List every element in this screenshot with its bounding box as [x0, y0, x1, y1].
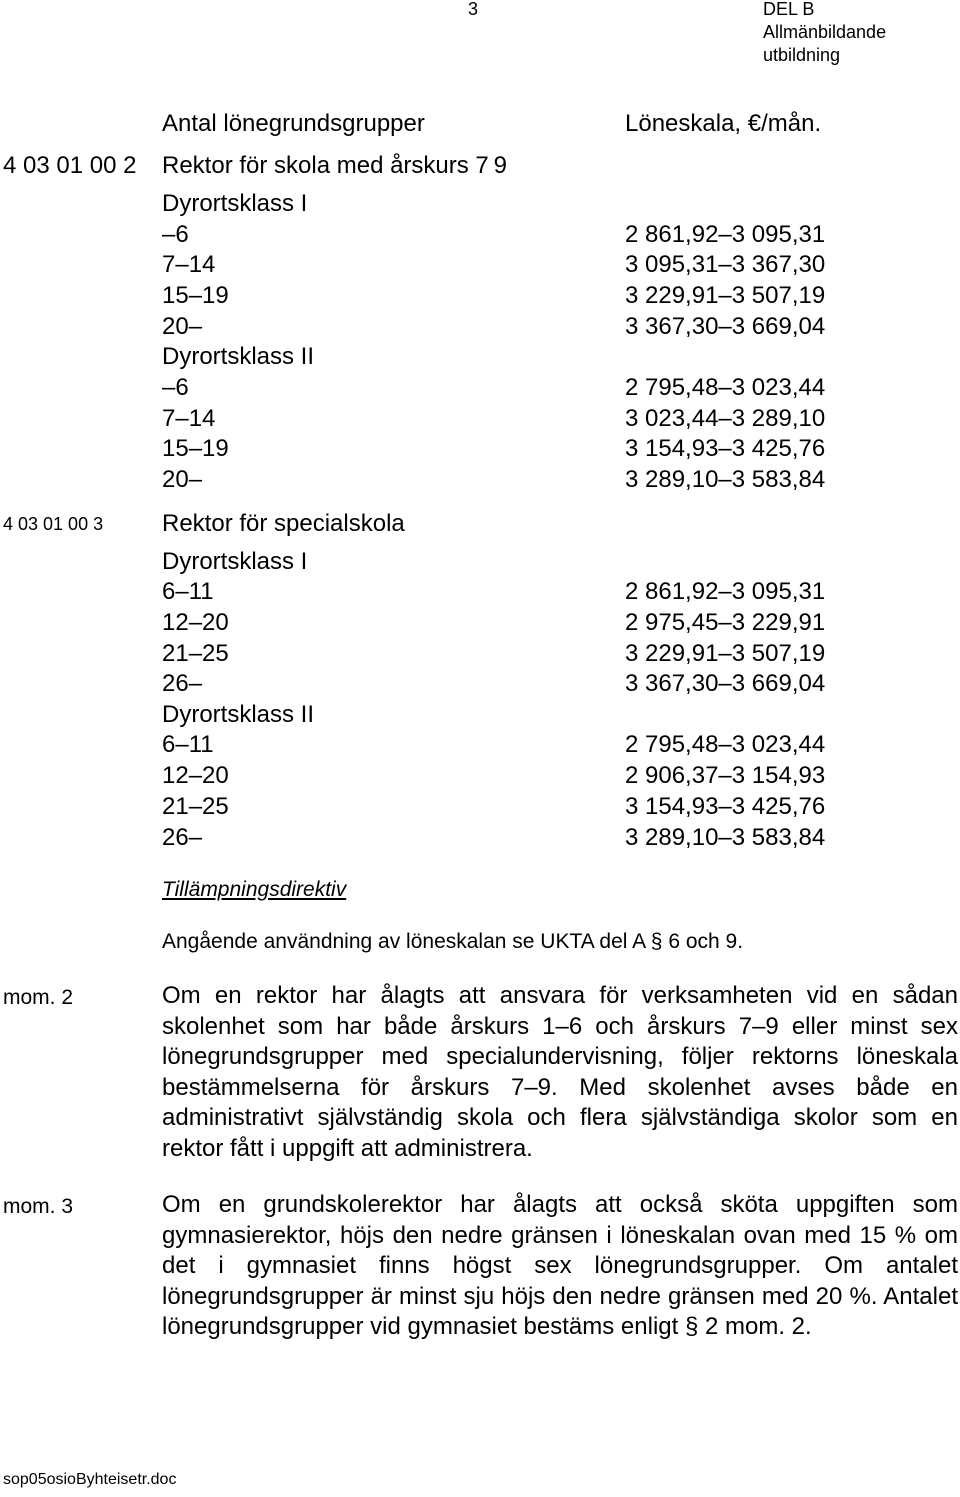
group-count: 15–19	[162, 435, 229, 462]
salary-range: 3 229,91–3 507,19	[625, 282, 826, 309]
page-number: 3	[468, 0, 479, 19]
class-label: Dyrortsklass I	[162, 548, 308, 575]
group-count: 7–14	[162, 251, 216, 278]
salary-range: 3 154,93–3 425,76	[625, 793, 826, 820]
group-count: 12–20	[162, 762, 229, 789]
column-heading-scale: Löneskala, €/mån.	[625, 110, 822, 137]
class-label: Dyrortsklass II	[162, 343, 315, 370]
section-code: 4 03 01 00 2	[3, 152, 137, 179]
group-count: 15–19	[162, 282, 229, 309]
salary-range: 2 861,92–3 095,31	[625, 578, 826, 605]
salary-range: 3 367,30–3 669,04	[625, 313, 826, 340]
section-title: Rektor för skola med årskurs 7 9	[162, 152, 507, 179]
salary-range: 3 289,10–3 583,84	[625, 466, 826, 493]
group-count: 21–25	[162, 793, 229, 820]
group-count: –6	[162, 221, 189, 248]
directive-intro: Angående användning av löneskalan se UKTA del A § 6 och 9.	[162, 930, 744, 953]
header-line3: utbildning	[763, 45, 841, 65]
group-count: 7–14	[162, 405, 216, 432]
section-title: Rektor för specialskola	[162, 510, 405, 537]
header-section: DEL B	[763, 0, 815, 19]
group-count: 6–11	[162, 731, 214, 758]
clause-label: mom. 3	[3, 1195, 74, 1218]
header-line2: Allmänbildande	[763, 22, 887, 42]
clause-text: Om en rektor har ålagts att ansvara för verksamheten vid en sådan skolenhet som har både årskurs 1–6 och årskurs 7–9 eller minst sex lönegrundsgrupper med specialundervisning, följer rektorns löneskala bestämmelserna för årskurs 7–9. Med skolenhet avses både en administrativt självständig skola och flera självständiga skolor som en rektor fått i uppgift att administrera.	[162, 982, 958, 1162]
salary-range: 2 795,48–3 023,44	[625, 374, 826, 401]
class-label: Dyrortsklass I	[162, 190, 308, 217]
section-code: 4 03 01 00 3	[3, 514, 104, 534]
group-count: 6–11	[162, 578, 214, 605]
salary-range: 2 861,92–3 095,31	[625, 221, 826, 248]
footer-filename: sop05osioByhteisetr.doc	[3, 1471, 177, 1488]
directive-heading: Tillämpningsdirektiv	[162, 878, 347, 901]
column-heading-groups: Antal lönegrundsgrupper	[162, 110, 425, 137]
salary-range: 2 795,48–3 023,44	[625, 731, 826, 758]
group-count: 12–20	[162, 609, 229, 636]
class-label: Dyrortsklass II	[162, 701, 315, 728]
group-count: 26–	[162, 670, 203, 697]
salary-range: 3 154,93–3 425,76	[625, 435, 826, 462]
salary-range: 3 023,44–3 289,10	[625, 405, 826, 432]
group-count: 20–	[162, 313, 203, 340]
salary-range: 3 229,91–3 507,19	[625, 640, 826, 667]
group-count: –6	[162, 374, 189, 401]
clause-text: Om en grundskolerektor har ålagts att också sköta uppgiften som gymnasierektor, höjs den nedre gränsen i löneskalan ovan med 15 % om det i gymnasiet finns högst sex lönegrundsgrupper. Om antalet lönegrundsgrupper är minst sju höjs den nedre gränsen med 20 %. Antalet lönegrundsgrupper vid gymnasiet bestäms enligt § 2 mom. 2.	[162, 1191, 958, 1341]
salary-range: 2 975,45–3 229,91	[625, 609, 826, 636]
salary-range: 2 906,37–3 154,93	[625, 762, 826, 789]
salary-range: 3 289,10–3 583,84	[625, 824, 826, 851]
clause-label: mom. 2	[3, 986, 74, 1009]
group-count: 20–	[162, 466, 203, 493]
salary-range: 3 367,30–3 669,04	[625, 670, 826, 697]
salary-range: 3 095,31–3 367,30	[625, 251, 826, 278]
group-count: 21–25	[162, 640, 229, 667]
group-count: 26–	[162, 824, 203, 851]
